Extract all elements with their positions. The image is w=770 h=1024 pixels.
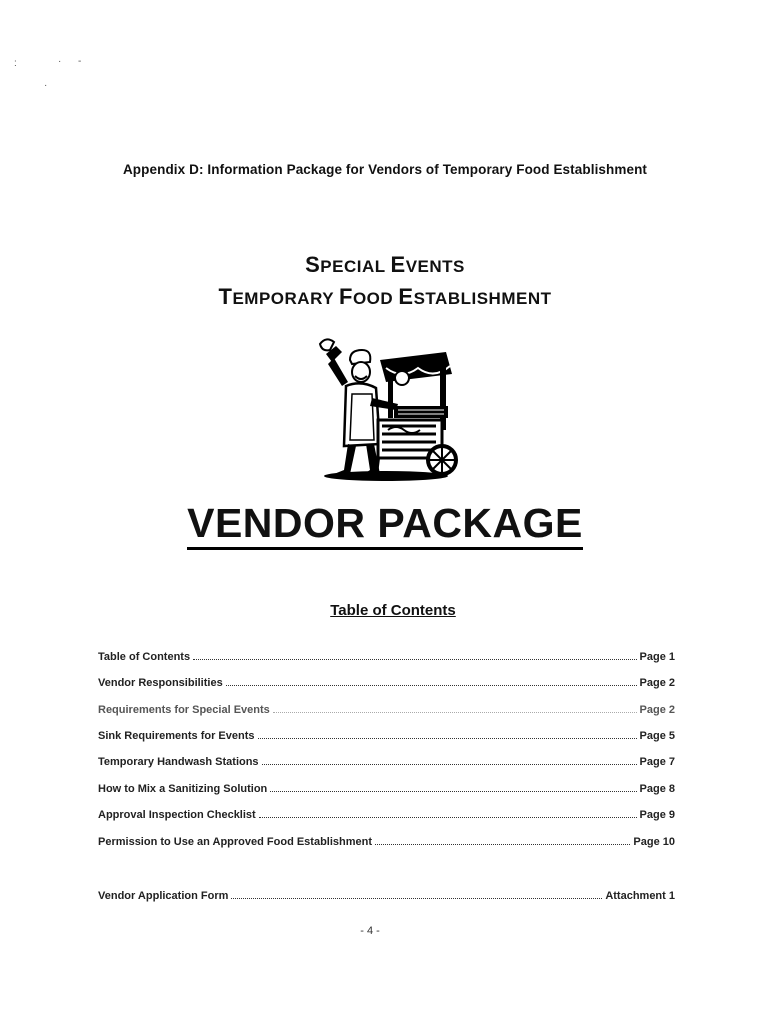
toc-heading: Table of Contents <box>330 602 456 619</box>
title-letter: T <box>218 284 233 309</box>
toc-leader-dots <box>193 658 636 660</box>
toc-entry-label: Approval Inspection Checklist <box>98 809 256 821</box>
scan-speck: · <box>58 56 62 67</box>
toc-entry <box>98 805 675 821</box>
toc-entry-label: Temporary Handwash Stations <box>98 756 259 768</box>
toc-leader-dots <box>258 737 637 739</box>
toc-entry <box>98 779 675 795</box>
toc-entry-page: Page 9 <box>639 809 675 821</box>
title-word-rest: STABLISHMENT <box>413 289 552 308</box>
toc-attachment-entry <box>98 886 675 902</box>
toc-leader-dots <box>259 816 637 818</box>
toc-entry-label: Sink Requirements for Events <box>98 730 255 742</box>
toc-entry <box>98 673 675 689</box>
toc-entry-page: Page 7 <box>639 756 675 768</box>
appendix-heading: Appendix D: Information Package for Vendors of Temporary Food Establishment <box>122 162 648 177</box>
toc-entry-label: Vendor Responsibilities <box>98 677 223 689</box>
title-letter: S <box>305 252 321 277</box>
toc-entry-page: Page 2 <box>639 677 675 689</box>
toc-leader-dots <box>262 763 637 765</box>
vendor-package-title-text: VENDOR PACKAGE <box>187 500 583 550</box>
title-temporary-food-establishment <box>0 284 770 310</box>
toc-entry <box>98 752 675 768</box>
toc-entry-label: How to Mix a Sanitizing Solution <box>98 783 268 795</box>
toc-entry-page: Attachment 1 <box>605 890 675 902</box>
scan-speck: : <box>14 58 17 69</box>
toc-entry-page: Page 8 <box>639 783 675 795</box>
toc-entry <box>98 700 675 716</box>
toc-entry-label: Requirements for Special Events <box>98 704 270 716</box>
scan-speck: · <box>44 80 48 91</box>
toc-entry-label: Table of Contents <box>98 651 191 663</box>
toc-leader-dots <box>226 684 637 686</box>
toc-entry-page: Page 10 <box>633 836 675 848</box>
toc-entry-page: Page 1 <box>639 651 675 663</box>
food-vendor-cart-clipart <box>306 334 464 484</box>
title-letter: E <box>398 284 414 309</box>
toc-entry-page: Page 2 <box>639 704 675 716</box>
toc-leader-dots <box>273 711 637 713</box>
toc-leader-dots <box>270 790 636 792</box>
toc-entry <box>98 726 675 742</box>
toc-entry-label: Vendor Application Form <box>98 890 229 902</box>
title-letter: F <box>338 284 353 309</box>
toc-leader-dots <box>375 843 630 845</box>
toc-entry <box>98 832 675 848</box>
toc-entry <box>98 647 675 663</box>
title-special-events <box>0 252 770 278</box>
title-word-rest: PECIAL <box>320 257 391 276</box>
toc-leader-dots <box>231 897 602 899</box>
vendor-package-title <box>0 500 770 547</box>
title-word-rest: VENTS <box>405 257 465 276</box>
toc-entry-label: Permission to Use an Approved Food Establishment <box>98 836 373 848</box>
title-word-rest: EMPORARY <box>232 289 339 308</box>
title-letter: E <box>390 252 406 277</box>
title-word-rest: OOD <box>352 289 399 308</box>
page-number: - 4 - <box>360 925 380 937</box>
scan-speck: - <box>78 56 82 67</box>
toc-entry-page: Page 5 <box>639 730 675 742</box>
